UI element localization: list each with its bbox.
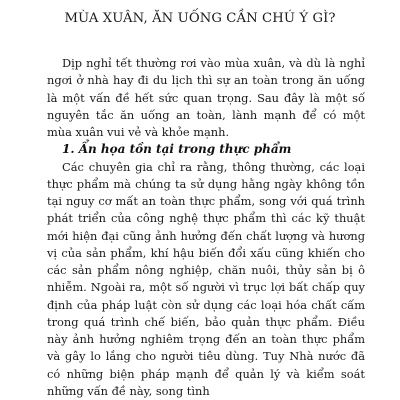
page-title: MÙA XUÂN, ĂN UỐNG CẦN CHÚ Ý GÌ? [64,11,336,26]
section-heading: 1. Ẩn họa tồn tại trong thực phẩm [62,142,292,157]
intro-paragraph: Dịp nghỉ tết thường rơi vào mùa xuân, và dù là nghỉ ngơi ở nhà hay đi du lịch thì sự an toàn trong ăn uống là một vấn đề hết sức quan trọng. Sau đây là một số nguyên tắc ăn uống an toàn, lành mạnh để có một mùa xuân vui vẻ và khỏe mạnh. [47,56,365,139]
document-body [47,55,365,400]
section-paragraph: Các chuyên gia chỉ ra rằng, thông thường, các loại thực phẩm mà chúng ta sử dụng hằng ngày không tồn tại nguy cơ mất an toàn thực phẩm, song với quá trình phát triển của công nghệ thực phẩm thì các kỹ thuật mới hiện đại cũng ảnh hưởng đến chất lượng và hương vị của sản phẩm, khí hậu biến đổi xấu cũng khiến cho các sản phẩm nông nghiệp, chăn nuôi, thủy sản bị ô nhiễm. Ngoài ra, một số người vì trục lợi bất chấp quy định của pháp luật còn sử dụng các loại hóa chất cấm trong quá trình chế biến, bảo quản thực phẩm. Điều này ảnh hưởng nghiêm trọng đến an toàn thực phẩm và gây lo lắng cho người tiêu dùng. Tuy Nhà nước đã có những biện pháp mạnh để quản lý và kiểm soát những vấn đề này, song tình [47,159,365,398]
